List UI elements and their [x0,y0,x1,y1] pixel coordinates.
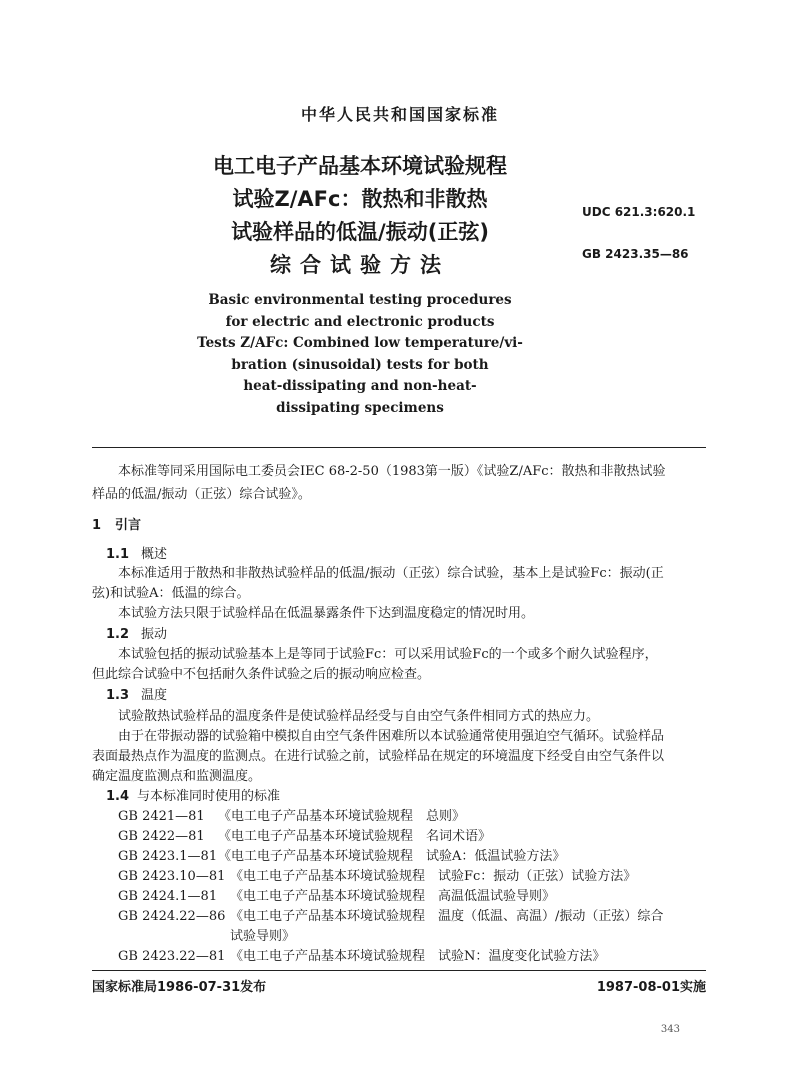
paragraph-line: 本试验方法只限于试验样品在低温暴露条件下达到温度稳定的情况时用。 [118,606,535,621]
paragraph-line: 但此综合试验中不包括耐久条件试验之后的振动响应检查。 [92,667,431,682]
english-title-line: Basic environmental testing procedures [208,292,512,308]
reference-name: 《电工电子产品基本环境试验规程 试验A：低温试验方法》 [218,849,566,864]
udc-number: UDC 621.3:620.1 [582,205,696,219]
paragraph-line: 表面最热点作为温度的监测点。在进行试验之前，试验样品在规定的环境温度下经受自由空气条件以 [92,749,665,764]
intro-line: 样品的低温/振动（正弦）综合试验》。 [92,487,311,502]
intro-line: 本标准等同采用国际电工委员会IEC 68-2-50（1983第一版）《试验Z/AFc：散热和非散热试验 [118,464,666,479]
subsection-title: 概述 [141,547,168,562]
reference-name: 《电工电子产品基本环境试验规程 名词术语》 [218,829,492,844]
reference-name: 《电工电子产品基本环境试验规程 试验N：温度变化试验方法》 [230,949,606,964]
subsection-number: 1.1 [106,547,130,562]
chinese-title-line: 综合试验方法 [270,253,450,277]
english-title-line: Tests Z/AFc: Combined low temperature/vi- [197,335,523,351]
reference-row [118,907,663,927]
section-title: 引言 [115,518,142,533]
reference-continuation: 试验导则》 [230,929,296,944]
section-heading [92,516,141,536]
reference-row [118,847,565,867]
subsection-heading [106,625,167,645]
subsection-title: 与本标准同时使用的标准 [137,789,281,804]
reference-row [118,807,465,827]
subsection-number: 1.2 [106,627,130,642]
effective-date: 1987-08-01实施 [596,980,706,995]
issue-date: 国家标准局1986-07-31发布 [92,980,267,995]
subsection-heading [106,545,167,565]
standard-header: 中华人民共和国国家标准 [300,105,499,124]
reference-row [118,947,605,967]
reference-code: GB 2423.1—81 [118,849,218,864]
chinese-title-line: 电工电子产品基本环境试验规程 [213,154,507,178]
subsection-title: 温度 [141,688,168,703]
section-number: 1 [92,518,102,533]
subsection-number: 1.3 [106,688,130,703]
reference-code: GB 2424.1—81 [118,889,218,904]
reference-row [118,867,636,887]
reference-code: GB 2422—81 [118,829,205,844]
paragraph-line: 试验散热试验样品的温度条件是使试验样品经受与自由空气条件相同方式的热应力。 [118,709,600,724]
reference-row [118,887,555,907]
paragraph-line: 弦)和试验A：低温的综合。 [92,586,250,601]
subsection-heading [106,686,167,706]
reference-code: GB 2424.22—86 [118,909,226,924]
subsection-title: 振动 [141,627,168,642]
reference-code: GB 2421—81 [118,809,205,824]
chinese-title-line: 试验样品的低温/振动(正弦) [231,220,489,244]
gb-number: GB 2423.35—86 [582,247,689,261]
reference-code: GB 2423.22—81 [118,949,226,964]
paragraph-line: 本标准适用于散热和非散热试验样品的低温/振动（正弦）综合试验，基本上是试验Fc：振动(正 [118,566,664,581]
chinese-title-line: 试验Z/AFc：散热和非散热 [232,187,488,211]
reference-name: 《电工电子产品基本环境试验规程 温度（低温、高温）/振动（正弦）综合 [230,909,664,924]
paragraph-line: 由于在带振动器的试验箱中模拟自由空气条件困难所以本试验通常使用强迫空气循环。试验样品 [118,729,665,744]
reference-name: 《电工电子产品基本环境试验规程 试验Fc：振动（正弦）试验方法》 [230,869,637,884]
reference-code: GB 2423.10—81 [118,869,226,884]
paragraph-line: 确定温度监测点和监测温度。 [92,769,262,784]
paragraph-line: 本试验包括的振动试验基本上是等同于试验Fc：可以采用试验Fc的一个或多个耐久试验程序， [118,647,658,662]
english-title-line: heat-dissipating and non-heat- [243,378,477,394]
subsection-heading [106,787,280,807]
document-body [92,0,706,1082]
reference-name: 《电工电子产品基本环境试验规程 总则》 [218,809,466,824]
page-number: 343 [660,1024,680,1035]
english-title-line: for electric and electronic products [225,313,495,330]
english-title-line: bration (sinusoidal) tests for both [231,356,489,373]
reference-row [118,827,491,847]
english-title-line: dissipating specimens [276,399,444,416]
reference-name: 《电工电子产品基本环境试验规程 高温低温试验导则》 [230,889,556,904]
subsection-number: 1.4 [106,789,130,804]
footer-divider [92,970,706,971]
